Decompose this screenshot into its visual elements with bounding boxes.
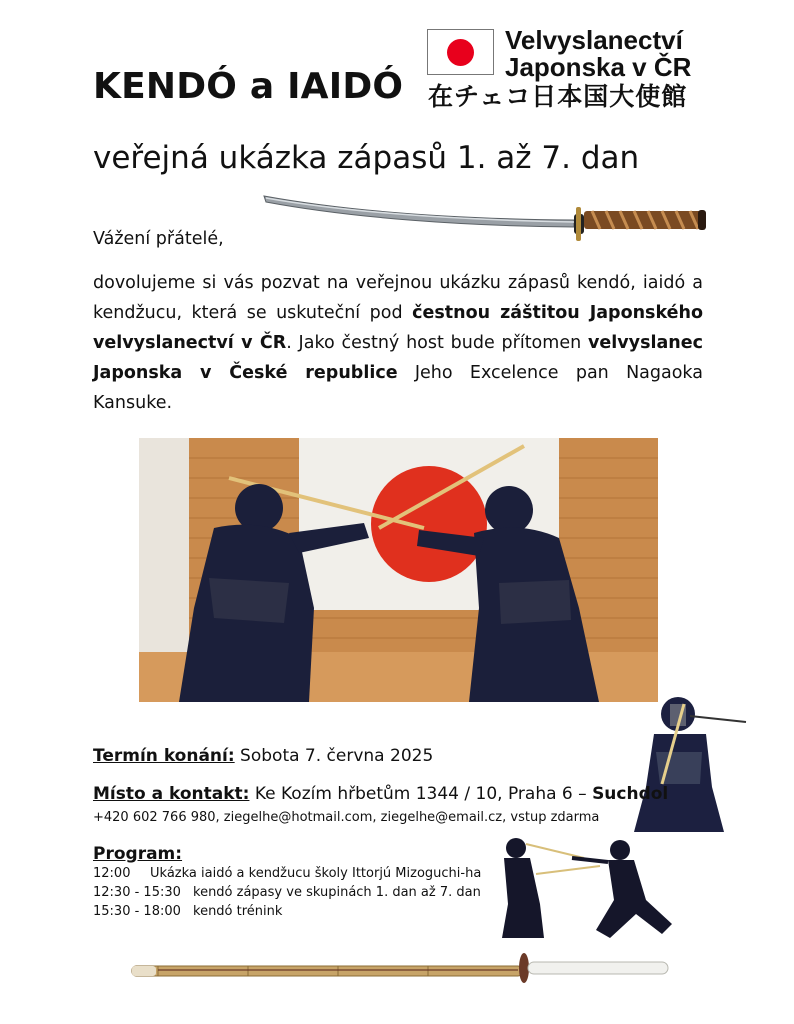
invitation-text-part: . Jako čestný host bude přítomen [286, 333, 588, 353]
embassy-name-line1: Velvyslanectví [505, 25, 683, 55]
invitation-text [93, 268, 703, 418]
invitation-bold-patronage: čestnou záštitou Japonského velvyslanectví v ČR [93, 303, 703, 353]
page-title: KENDÓ a IAIDÓ [93, 66, 404, 107]
program-time: 12:00 [93, 866, 131, 881]
place-label: Místo a kontakt: [93, 784, 250, 804]
greeting: Vážení přátelé, [93, 229, 224, 249]
shinai-illustration [128, 942, 674, 984]
place-district: Suchdol [592, 784, 669, 804]
kendo-pair-photo [496, 834, 680, 942]
event-date [93, 746, 433, 766]
program-heading: Program: [93, 844, 183, 864]
program-text: kendó zápasy ve skupinách 1. dan až 7. dan [193, 885, 481, 900]
invitation-bold-ambassador: velvyslanec Japonska v České republice [93, 333, 703, 383]
program-item [93, 904, 282, 919]
invitation-text-part: dovolujeme si vás pozvat na veřejnou ukázku zápasů kendó, iaidó a kendžucu, která se uskuteční pod [93, 273, 703, 323]
program-item [93, 885, 481, 900]
program-text: kendó trénink [193, 904, 283, 919]
program-text: Ukázka iaidó a kendžucu školy Ittorjú Mizoguchi-ha [150, 866, 482, 881]
japan-flag-icon [427, 29, 494, 75]
event-place [93, 784, 668, 804]
katana-illustration [262, 190, 708, 244]
kendo-fighter-photo [614, 692, 754, 837]
contact-info: +420 602 766 980, ziegelhe@hotmail.com, ziegelhe@email.cz, vstup zdarma [93, 810, 600, 825]
kendo-match-photo [139, 438, 658, 702]
subtitle: veřejná ukázka zápasů 1. až 7. dan [93, 140, 640, 176]
place-value: Ke Kozím hřbetům 1344 / 10, Praha 6 – [249, 784, 593, 804]
invitation-text-part: Jeho Excelence pan Nagaoka Kansuke. [93, 363, 703, 413]
program-time: 15:30 - 18:00 [93, 904, 181, 919]
embassy-name-line2: Japonska v ČR [505, 52, 692, 82]
date-value: Sobota 7. června 2025 [234, 746, 434, 766]
embassy-name-japanese: 在チェコ日本国大使館 [428, 82, 688, 111]
program-time: 12:30 - 15:30 [93, 885, 181, 900]
date-label: Termín konání: [93, 746, 235, 766]
program-item [93, 866, 481, 881]
